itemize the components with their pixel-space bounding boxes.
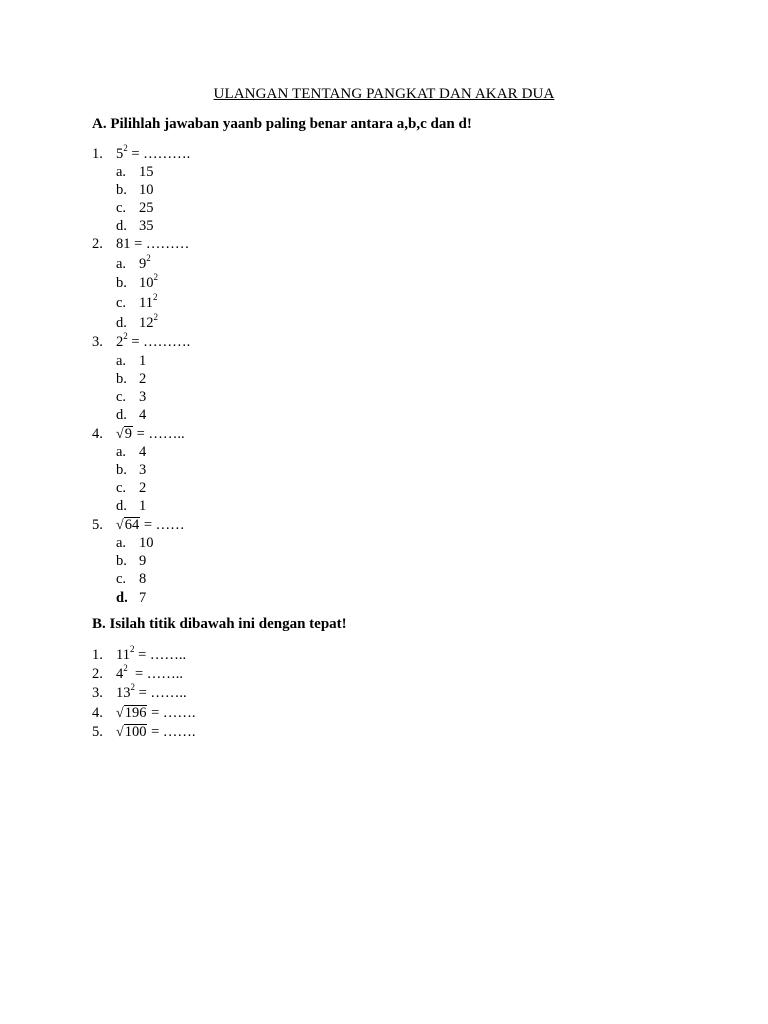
question-number: 2. bbox=[92, 236, 103, 252]
question-number: 4. bbox=[92, 426, 103, 442]
question-number: 1. bbox=[92, 146, 103, 162]
option-item: a. $9^2$ bbox=[116, 253, 151, 272]
option-item: d. 4 bbox=[116, 407, 147, 423]
square-root-icon: √100 bbox=[116, 724, 147, 740]
option-item: c. 25 bbox=[116, 200, 154, 216]
option-item: b. 3 bbox=[116, 462, 147, 478]
question-2 bbox=[0, 235, 768, 253]
option-item: b. $10^2$ bbox=[116, 272, 158, 291]
question-1 bbox=[0, 145, 768, 163]
question-text: √64 = …… bbox=[116, 517, 185, 533]
option-item: a. 15 bbox=[116, 164, 154, 180]
option-item: c. $11^2$ bbox=[116, 292, 158, 311]
option-item: a. 1 bbox=[116, 353, 147, 369]
square-root-icon: √196 bbox=[116, 705, 147, 721]
question-number: 3. bbox=[92, 334, 103, 350]
question-number: 5. bbox=[92, 517, 103, 533]
fill-item: 4. √196 = ……. bbox=[92, 705, 196, 721]
option-item: b. 10 bbox=[116, 182, 154, 198]
question-text: √9 = …….. bbox=[116, 426, 185, 442]
page-title: ULANGAN TENTANG PANGKAT DAN AKAR DUA bbox=[213, 86, 555, 102]
question-3 bbox=[0, 333, 768, 351]
fill-item: 2. $4^2$ = …….. bbox=[92, 663, 184, 682]
option-item: d. 35 bbox=[116, 218, 154, 234]
question-text: $2^2$ = ………. bbox=[116, 331, 191, 350]
question-text: $5^2$ = ………. bbox=[116, 143, 191, 162]
option-item: b. 2 bbox=[116, 371, 147, 387]
section-b-heading: B. Isilah titik dibawah ini dengan tepat! bbox=[92, 616, 347, 632]
option-item: c. 2 bbox=[116, 480, 147, 496]
option-item: d. $12^2$ bbox=[116, 312, 158, 331]
square-root-icon: √9 bbox=[116, 426, 132, 442]
question-text: 81 = ……… bbox=[116, 236, 190, 252]
question-5 bbox=[0, 516, 768, 534]
square-root-icon: √64 bbox=[116, 517, 140, 533]
question-4 bbox=[0, 425, 768, 443]
option-item: b. 9 bbox=[116, 553, 147, 569]
option-item: d. 7 bbox=[116, 590, 147, 606]
option-item: c. 8 bbox=[116, 571, 147, 587]
fill-item: 3. $13^2$ = …….. bbox=[92, 682, 187, 701]
option-item: d. 1 bbox=[116, 498, 147, 514]
fill-item: 5. √100 = ……. bbox=[92, 724, 196, 740]
fill-item: 1. $11^2$ = …….. bbox=[92, 644, 187, 663]
option-item: a. 10 bbox=[116, 535, 154, 551]
option-item: a. 4 bbox=[116, 444, 147, 460]
option-item: c. 3 bbox=[116, 389, 147, 405]
section-a-heading: A. Pilihlah jawaban yaanb paling benar antara a,b,c dan d! bbox=[92, 116, 472, 132]
